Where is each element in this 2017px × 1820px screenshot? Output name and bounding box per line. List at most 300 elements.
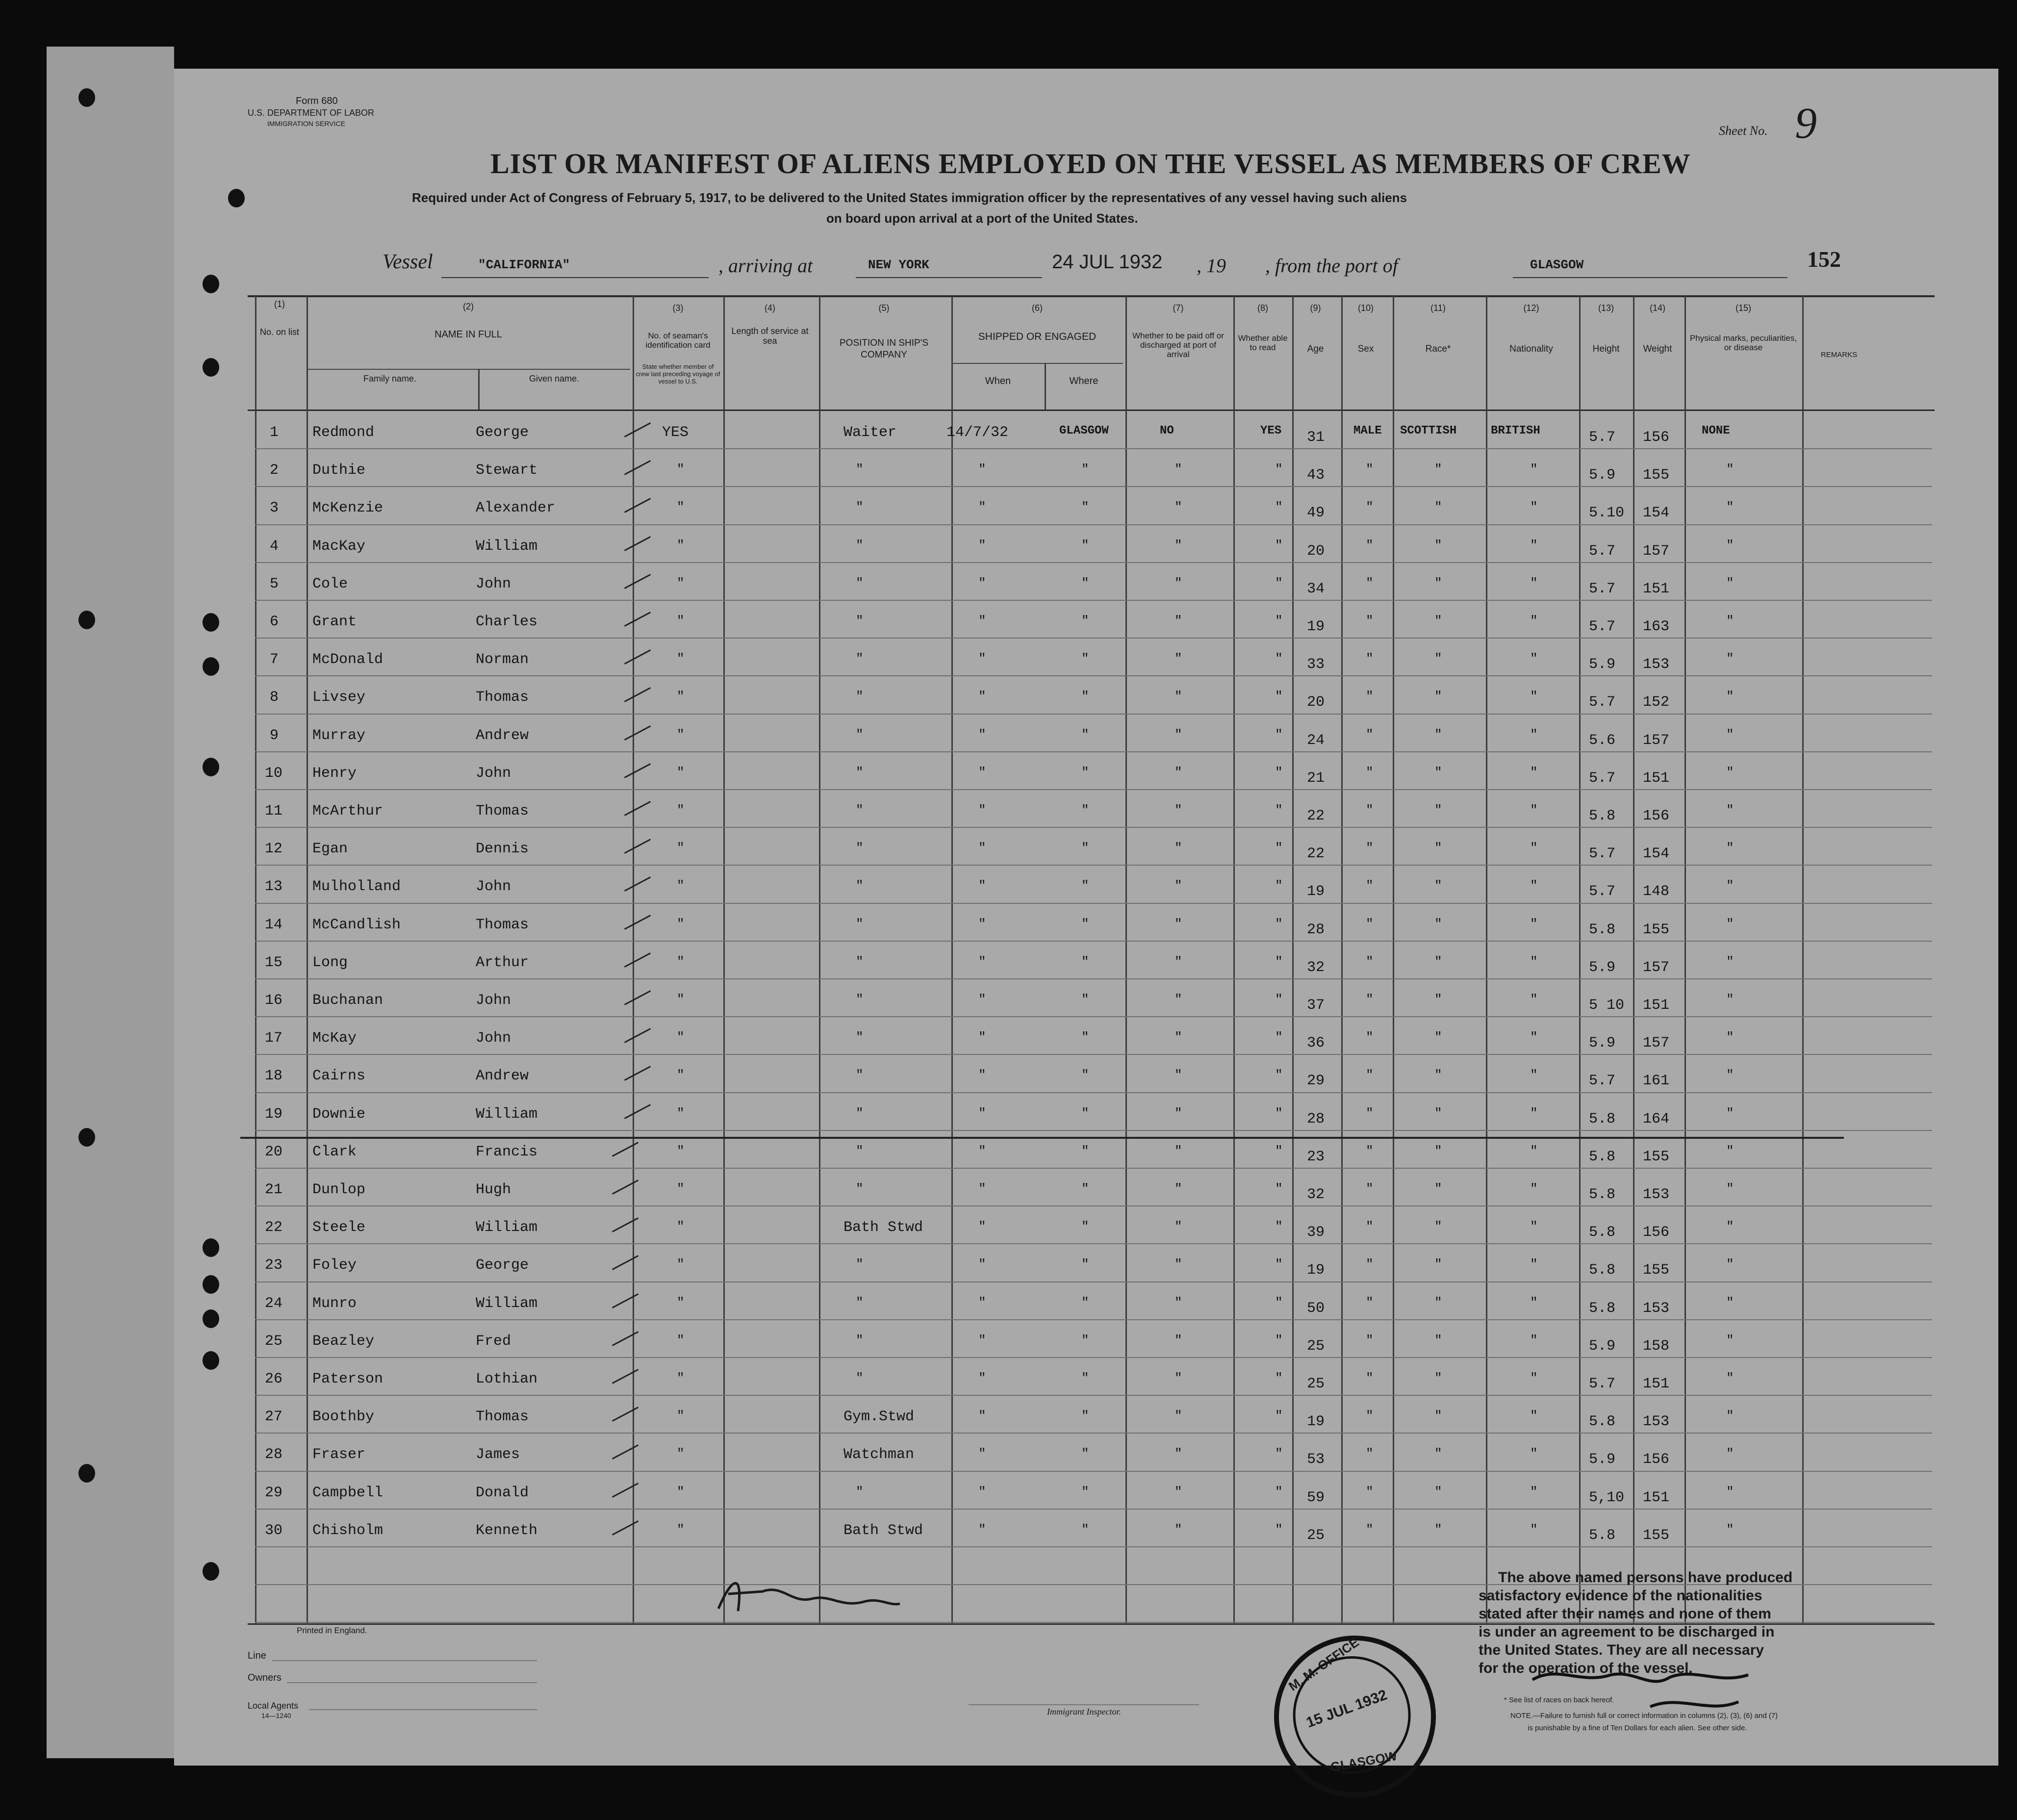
column-divider: [819, 295, 820, 1624]
col-12-number: (12): [1523, 303, 1539, 313]
paid-off: ": [1174, 1484, 1182, 1499]
race: ": [1434, 1143, 1442, 1158]
check-tick: [612, 1407, 638, 1422]
family-name: Grant: [312, 614, 357, 630]
age: 22: [1307, 808, 1325, 824]
position: Bath Stwd: [843, 1522, 923, 1539]
shipped-where: ": [1081, 1333, 1089, 1348]
header-subdivider: [306, 369, 630, 370]
physical-marks: ": [1726, 1219, 1734, 1234]
seaman-card: ": [677, 1333, 685, 1348]
seaman-card: ": [677, 1446, 685, 1461]
col-5-number: (5): [878, 303, 890, 313]
sex: ": [1366, 841, 1374, 856]
height: 5.9: [1589, 1451, 1616, 1468]
row-rule: [255, 524, 1932, 525]
nationality: ": [1530, 1257, 1538, 1272]
weight: 154: [1643, 846, 1670, 863]
binding-hole: [203, 1238, 219, 1257]
family-name: Fraser: [312, 1446, 366, 1463]
check-tick: [624, 422, 651, 437]
row-rule: [255, 903, 1932, 904]
row-number: 25: [265, 1333, 283, 1350]
height: 5.9: [1589, 1035, 1616, 1052]
check-tick: [612, 1520, 638, 1536]
shipped-when: ": [978, 1409, 986, 1424]
row-number: 5: [270, 575, 279, 592]
physical-marks: ": [1726, 1295, 1734, 1310]
shipped-where: ": [1081, 878, 1089, 894]
race: ": [1434, 1333, 1442, 1348]
seaman-card: ": [677, 462, 685, 477]
sex: ": [1366, 1522, 1374, 1537]
column-divider: [951, 295, 953, 1624]
from-port-label: , from the port of: [1265, 255, 1398, 277]
row-rule: [255, 1433, 1932, 1434]
shipped-when: ": [978, 651, 986, 666]
able-to-read: ": [1275, 1371, 1283, 1385]
weight: 156: [1643, 1451, 1670, 1468]
arrival-date: 24 JUL 1932: [1052, 251, 1163, 273]
physical-marks: ": [1726, 575, 1734, 590]
col-given-name: Given name.: [529, 374, 580, 384]
height: 5.8: [1589, 1224, 1616, 1241]
family-name: Long: [312, 954, 348, 971]
check-tick: [624, 801, 651, 816]
physical-marks: ": [1726, 916, 1734, 931]
row-rule: [255, 941, 1932, 942]
race: ": [1434, 916, 1442, 931]
col-seaman-card: No. of seaman's identification card: [645, 331, 711, 350]
race: ": [1434, 765, 1442, 780]
page-edge: [47, 47, 174, 1758]
height: 5.8: [1589, 808, 1616, 824]
shipped-where: ": [1081, 614, 1089, 628]
age: 32: [1307, 1186, 1325, 1203]
col-length-service: Length of service at sea: [731, 326, 809, 346]
column-divider: [306, 295, 308, 1624]
physical-marks: NONE: [1702, 424, 1730, 437]
weight: 155: [1643, 921, 1670, 938]
age: 49: [1307, 505, 1325, 522]
physical-marks: ": [1726, 954, 1734, 969]
check-tick: [624, 1104, 651, 1119]
age: 53: [1307, 1451, 1325, 1468]
shipped-where: ": [1081, 803, 1089, 818]
age: 32: [1307, 959, 1325, 976]
shipped-when: ": [978, 500, 986, 515]
paid-off: ": [1174, 803, 1182, 818]
physical-marks: ": [1726, 614, 1734, 628]
seaman-card: ": [677, 841, 685, 856]
physical-marks: ": [1726, 1257, 1734, 1272]
column-divider: [1579, 295, 1581, 1624]
weight: 155: [1643, 467, 1670, 484]
check-tick: [624, 876, 651, 892]
physical-marks: ": [1726, 651, 1734, 666]
shipped-when: ": [978, 1484, 986, 1499]
row-rule: [255, 1092, 1932, 1093]
shipped-where: ": [1081, 1446, 1089, 1461]
arriving-label: , arriving at: [718, 255, 813, 277]
shipped-where: ": [1081, 651, 1089, 666]
family-name: Munro: [312, 1295, 357, 1312]
check-tick: [624, 1066, 651, 1081]
paid-off: ": [1174, 954, 1182, 969]
shipped-when: ": [978, 878, 986, 894]
seaman-card: ": [677, 916, 685, 931]
paid-off: ": [1174, 538, 1182, 553]
row-number: 15: [265, 954, 283, 971]
shipped-when: ": [978, 765, 986, 780]
given-name: Dennis: [476, 841, 529, 858]
position: Watchman: [843, 1446, 915, 1463]
given-name: Lothian: [476, 1371, 538, 1387]
shipped-where: ": [1081, 1484, 1089, 1499]
department: U.S. DEPARTMENT OF LABOR: [248, 108, 375, 118]
shipped-when: ": [978, 1522, 986, 1537]
row-number: 29: [265, 1484, 283, 1501]
row-rule: [255, 978, 1932, 979]
family-name: Downie: [312, 1105, 366, 1123]
race-footnote: * See list of races on back hereof.: [1504, 1696, 1614, 1704]
able-to-read: ": [1275, 992, 1283, 1007]
row-number: 21: [265, 1181, 283, 1198]
row-number: 1: [270, 424, 279, 441]
physical-marks: ": [1726, 538, 1734, 553]
check-tick: [624, 763, 651, 778]
position: ": [856, 614, 864, 628]
height: 5.7: [1589, 769, 1616, 787]
position: ": [856, 1257, 864, 1272]
nationality: BRITISH: [1491, 424, 1540, 437]
departure-port: GLASGOW: [1530, 257, 1584, 272]
shipped-when: ": [978, 1068, 986, 1083]
shipped-where: ": [1081, 1105, 1089, 1121]
row-number: 26: [265, 1371, 283, 1387]
family-name: McArthur: [312, 803, 383, 820]
paid-off: ": [1174, 614, 1182, 628]
position: Gym.Stwd: [843, 1409, 915, 1426]
height: 5.7: [1589, 846, 1616, 863]
paid-off: ": [1174, 916, 1182, 931]
shipped-when: ": [978, 1143, 986, 1158]
physical-marks: ": [1726, 462, 1734, 477]
race: ": [1434, 1105, 1442, 1121]
shipped-when: ": [978, 462, 986, 477]
master-signature: [1523, 1660, 1797, 1721]
family-name: Dunlop: [312, 1181, 366, 1198]
signature: [704, 1564, 910, 1623]
paid-off: ": [1174, 1219, 1182, 1234]
position: ": [856, 803, 864, 818]
sex: ": [1366, 1181, 1374, 1196]
height: 5.9: [1589, 656, 1616, 673]
age: 22: [1307, 846, 1325, 863]
given-name: John: [476, 878, 511, 896]
weight: 156: [1643, 1224, 1670, 1241]
col-7-number: (7): [1173, 303, 1184, 313]
column-divider: [633, 295, 634, 1624]
weight: 163: [1643, 618, 1670, 635]
shipped-when: 14/7/32: [946, 424, 1009, 441]
shipped-when: ": [978, 1446, 986, 1461]
col-physical-marks: Physical marks, peculiarities, or disease: [1689, 333, 1797, 352]
line-label: Line: [248, 1650, 266, 1661]
weight: 153: [1643, 656, 1670, 673]
row-rule: [255, 1509, 1932, 1510]
shipped-when: ": [978, 1219, 986, 1234]
col-shipped-where: Where: [1069, 376, 1098, 386]
weight: 151: [1643, 580, 1670, 597]
check-tick: [624, 460, 651, 475]
race: ": [1434, 803, 1442, 818]
arrival-port: NEW YORK: [868, 257, 929, 272]
sex: ": [1366, 651, 1374, 666]
given-name: James: [476, 1446, 520, 1463]
seaman-card: ": [677, 1257, 685, 1272]
able-to-read: ": [1275, 1446, 1283, 1461]
height: 5.8: [1589, 921, 1616, 938]
check-tick: [612, 1444, 638, 1460]
height: 5.7: [1589, 1376, 1616, 1392]
height: 5.9: [1589, 467, 1616, 484]
nationality: ": [1530, 1105, 1538, 1121]
nationality: ": [1530, 1219, 1538, 1234]
declaration-line: is under an agreement to be discharged in: [1479, 1624, 1775, 1640]
binding-hole: [203, 1351, 219, 1370]
nationality: ": [1530, 803, 1538, 818]
seaman-card: ": [677, 727, 685, 742]
age: 25: [1307, 1527, 1325, 1544]
able-to-read: ": [1275, 575, 1283, 590]
declaration-line: satisfactory evidence of the nationalities: [1479, 1588, 1762, 1604]
race: ": [1434, 1484, 1442, 1499]
given-name: Thomas: [476, 689, 529, 706]
paid-off: ": [1174, 841, 1182, 856]
check-tick: [612, 1179, 638, 1195]
sex: ": [1366, 462, 1374, 477]
age: 20: [1307, 542, 1325, 560]
nationality: ": [1530, 916, 1538, 931]
able-to-read: ": [1275, 1068, 1283, 1083]
printed-in: Printed in England.: [297, 1626, 367, 1635]
row-number: 12: [265, 841, 283, 858]
col-11-number: (11): [1430, 303, 1446, 313]
age: 31: [1307, 429, 1325, 446]
column-divider: [1393, 295, 1394, 1624]
binding-hole: [203, 275, 219, 293]
row-number: 11: [265, 803, 283, 820]
weight: 155: [1643, 1148, 1670, 1165]
sex: ": [1366, 1409, 1374, 1424]
weight: 148: [1643, 883, 1670, 900]
position: ": [856, 916, 864, 931]
race: ": [1434, 575, 1442, 590]
row-number: 28: [265, 1446, 283, 1463]
race: ": [1434, 954, 1442, 969]
paid-off: ": [1174, 1181, 1182, 1196]
age: 24: [1307, 732, 1325, 749]
race: ": [1434, 841, 1442, 856]
check-tick: [612, 1331, 638, 1346]
able-to-read: YES: [1260, 424, 1282, 437]
nationality: ": [1530, 614, 1538, 628]
col-8-number: (8): [1257, 303, 1268, 313]
given-name: Thomas: [476, 803, 529, 820]
height: 5.8: [1589, 1262, 1616, 1279]
given-name: George: [476, 1257, 529, 1274]
position: ": [856, 689, 864, 704]
header-subdivider: [951, 363, 1123, 364]
physical-marks: ": [1726, 1446, 1734, 1461]
shipped-where: ": [1081, 575, 1089, 590]
family-name: Buchanan: [312, 992, 383, 1009]
age: 43: [1307, 467, 1325, 484]
seaman-card: ": [677, 575, 685, 590]
column-divider: [1125, 295, 1127, 1624]
shipped-when: ": [978, 1181, 986, 1196]
family-name: Cole: [312, 575, 348, 592]
row-number: 14: [265, 916, 283, 933]
shipped-where: ": [1081, 954, 1089, 969]
able-to-read: ": [1275, 1409, 1283, 1424]
col-6-number: (6): [1032, 303, 1043, 313]
weight: 161: [1643, 1073, 1670, 1090]
family-name: Egan: [312, 841, 348, 858]
race: ": [1434, 1371, 1442, 1385]
check-tick: [624, 990, 651, 1005]
row-rule: [255, 486, 1932, 487]
seaman-card: ": [677, 538, 685, 553]
weight: 156: [1643, 429, 1670, 446]
nationality: ": [1530, 689, 1538, 704]
able-to-read: ": [1275, 689, 1283, 704]
position: ": [856, 1181, 864, 1196]
position: ": [856, 878, 864, 894]
owners-label: Owners: [248, 1672, 281, 1683]
height: 5.8: [1589, 1110, 1616, 1128]
weight: 157: [1643, 959, 1670, 976]
shipped-where: ": [1081, 1295, 1089, 1310]
shipped-where: ": [1081, 1522, 1089, 1537]
column-divider: [255, 295, 256, 1624]
binding-hole: [203, 657, 219, 676]
paid-off: ": [1174, 1068, 1182, 1083]
race: ": [1434, 1030, 1442, 1045]
col-nationality: Nationality: [1509, 344, 1553, 354]
age: 19: [1307, 1262, 1325, 1279]
sex: ": [1366, 1143, 1374, 1158]
paid-off: ": [1174, 575, 1182, 590]
weight: 153: [1643, 1413, 1670, 1431]
nationality: ": [1530, 878, 1538, 894]
note-line-1: NOTE.—Failure to furnish full or correct information in columns (2), (3), (6) and (7): [1510, 1712, 1778, 1720]
row-number: 18: [265, 1068, 283, 1085]
nationality: ": [1530, 841, 1538, 856]
col-name-in-full: NAME IN FULL: [434, 329, 502, 340]
physical-marks: ": [1726, 1068, 1734, 1083]
position: ": [856, 1143, 864, 1158]
row-rule: [255, 448, 1932, 449]
seaman-card: ": [677, 1068, 685, 1083]
family-name: Boothby: [312, 1409, 375, 1426]
row-rule: [255, 1016, 1932, 1017]
physical-marks: ": [1726, 1030, 1734, 1045]
row-number: 23: [265, 1257, 283, 1274]
stamp-office: M. M. OFFICE: [1286, 1635, 1362, 1694]
inspector-field: [969, 1704, 1199, 1705]
row-rule: [255, 1130, 1932, 1131]
sex: ": [1366, 1030, 1374, 1045]
shipped-where: ": [1081, 538, 1089, 553]
seaman-card: ": [677, 803, 685, 818]
physical-marks: ": [1726, 1105, 1734, 1121]
sex: ": [1366, 1219, 1374, 1234]
row-rule: [255, 865, 1932, 866]
seaman-card: ": [677, 1219, 685, 1234]
sex: ": [1366, 1295, 1374, 1310]
race: ": [1434, 462, 1442, 477]
physical-marks: ": [1726, 841, 1734, 856]
age: 21: [1307, 769, 1325, 787]
check-tick: [612, 1217, 638, 1232]
able-to-read: ": [1275, 500, 1283, 515]
able-to-read: ": [1275, 1522, 1283, 1537]
row-number: 24: [265, 1295, 283, 1312]
column-divider: [1486, 295, 1487, 1624]
family-name: Campbell: [312, 1484, 383, 1501]
shipped-where: ": [1081, 1181, 1089, 1196]
height: 5.9: [1589, 959, 1616, 976]
height: 5,10: [1589, 1489, 1625, 1506]
physical-marks: ": [1726, 765, 1734, 780]
paid-off: ": [1174, 765, 1182, 780]
family-name: Duthie: [312, 462, 366, 479]
nationality: ": [1530, 1181, 1538, 1196]
family-name: McKay: [312, 1030, 357, 1047]
shipped-when: ": [978, 689, 986, 704]
paid-off: ": [1174, 689, 1182, 704]
column-divider: [1233, 295, 1235, 1624]
row-number: 10: [265, 765, 283, 782]
position: ": [856, 841, 864, 856]
age: 28: [1307, 1110, 1325, 1128]
form-code: 14—1240: [261, 1712, 291, 1719]
physical-marks: ": [1726, 1409, 1734, 1424]
nationality: ": [1530, 575, 1538, 590]
sheet-number: 9: [1795, 99, 1817, 148]
shipped-when: ": [978, 1257, 986, 1272]
sex: ": [1366, 1068, 1374, 1083]
weight: 152: [1643, 694, 1670, 711]
age: 39: [1307, 1224, 1325, 1241]
family-name: Paterson: [312, 1371, 383, 1387]
check-tick: [624, 952, 651, 968]
seaman-card: ": [677, 651, 685, 666]
binding-hole: [78, 88, 95, 107]
nationality: ": [1530, 992, 1538, 1007]
seaman-card: ": [677, 992, 685, 1007]
physical-marks: ": [1726, 727, 1734, 742]
race: ": [1434, 1446, 1442, 1461]
col-age: Age: [1307, 344, 1324, 354]
age: 33: [1307, 656, 1325, 673]
family-name: Steele: [312, 1219, 366, 1236]
able-to-read: ": [1275, 1295, 1283, 1310]
row-number: 6: [270, 614, 279, 630]
physical-marks: ": [1726, 1522, 1734, 1537]
